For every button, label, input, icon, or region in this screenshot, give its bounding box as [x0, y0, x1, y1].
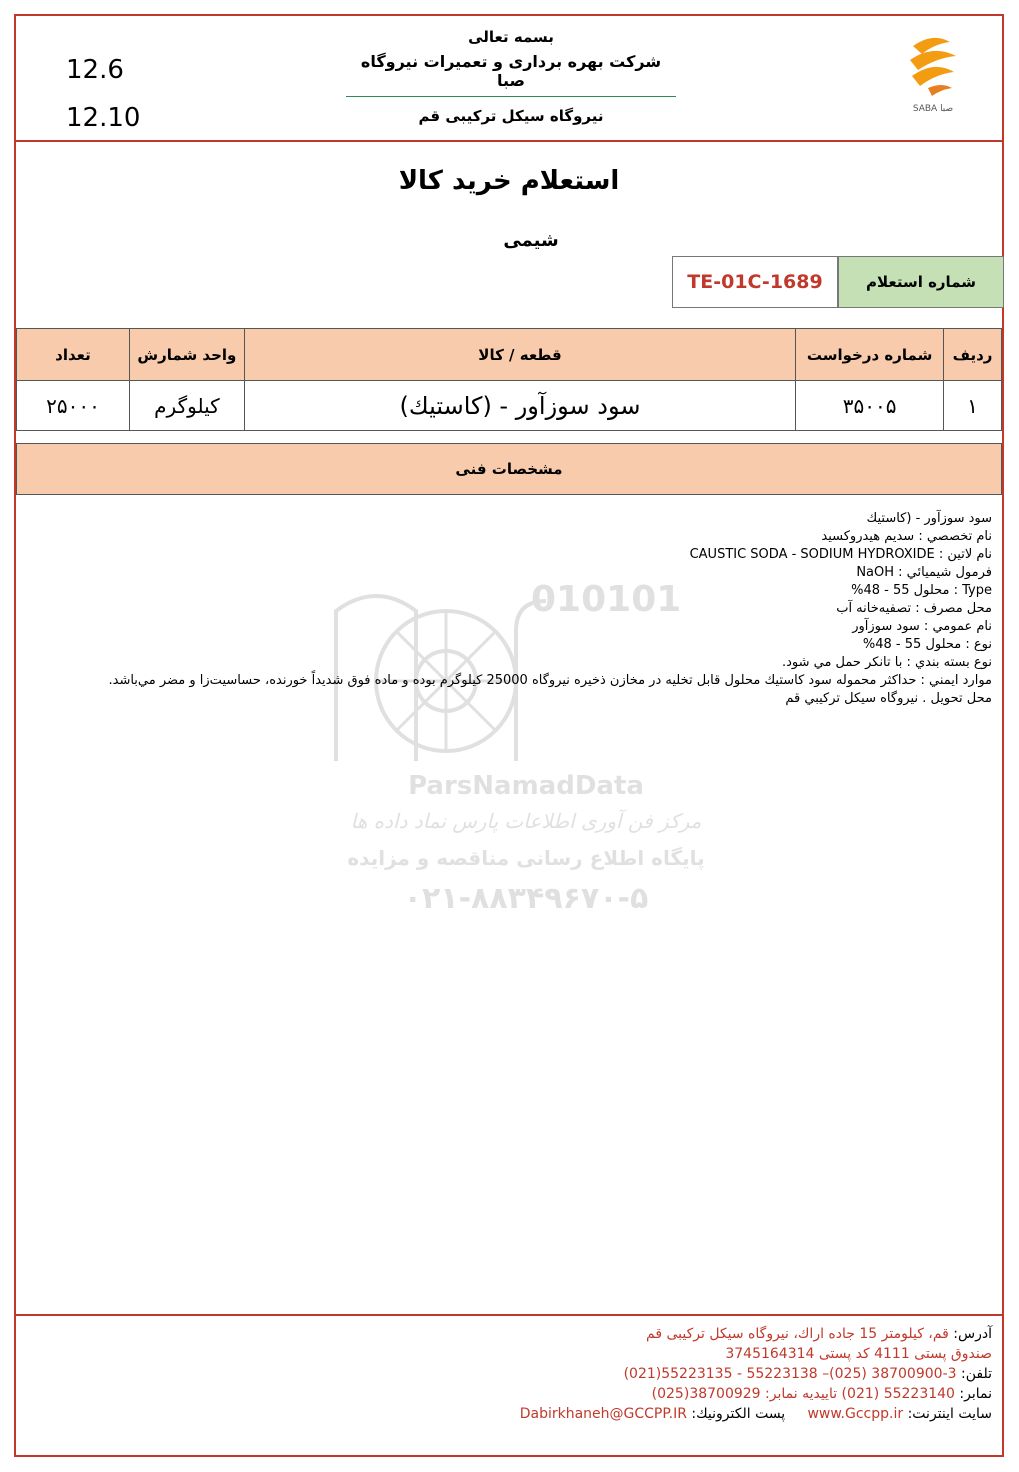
cell-request-number: ۳۵۰۰۵	[796, 381, 944, 431]
cell-unit: کیلوگرم	[129, 381, 244, 431]
spec-line: محل مصرف : تصفيه‌خانه آب	[836, 601, 992, 616]
spec-line: محل تحويل . نيروگاه سيكل تركيبي قم	[785, 691, 992, 706]
number-top: 12.6	[66, 55, 124, 85]
specs-heading: مشخصات فنی	[16, 443, 1002, 495]
website-label: سایت اینترنت:	[907, 1406, 992, 1422]
spec-line: نوع بسته بندي : با تانكر حمل مي شود.	[781, 655, 992, 670]
email-label: پست الکترونیك:	[691, 1406, 786, 1422]
footer-pobox: صندوق پستی 4111 کد پستی 3745164314	[725, 1346, 992, 1362]
phone-value: 3-38700900 (025)– 55223138 - 55223135(021)	[623, 1366, 957, 1382]
spec-line: فرمول شيميائي : NaOH	[856, 565, 992, 580]
header-row-number: ردیف	[944, 329, 1002, 381]
corner-numbers	[66, 46, 140, 142]
page-frame	[14, 14, 1004, 1457]
saba-logo-icon	[898, 28, 968, 98]
spec-line: نام لاتين : CAUSTIC SODA - SODIUM HYDROXIDE	[689, 547, 992, 562]
watermark-digits: 010101	[531, 579, 682, 620]
header-request-number: شماره درخواست	[796, 329, 944, 381]
cell-row-number: ۱	[944, 381, 1002, 431]
document-title: استعلام خرید کالا	[398, 166, 620, 196]
footer-address-line	[432, 1324, 992, 1344]
spec-line: Type : محلول 55 - 48%	[851, 583, 992, 598]
address-label: آدرس:	[953, 1326, 992, 1342]
website-link[interactable]: www.Gccpp.ir	[807, 1406, 904, 1422]
fax-label: نمابر:	[959, 1386, 992, 1402]
header-quantity: تعداد	[17, 329, 130, 381]
letterhead	[16, 16, 1002, 142]
spec-line: نوع : محلول 55 - 48%	[862, 637, 992, 652]
logo-text: SABA صبا	[912, 104, 954, 114]
watermark-line1: مرکز فن آوری اطلاعات پارس نماد داده ها	[350, 809, 702, 833]
footer-phone-line	[432, 1364, 992, 1384]
bismillah-line: بسمه تعالی	[468, 28, 554, 46]
footer-contact	[432, 1324, 992, 1424]
header-unit: واحد شمارش	[129, 329, 244, 381]
spec-line: نام عمومي : سود سوزآور	[852, 619, 992, 634]
table-row	[17, 381, 1002, 431]
watermark-line2: پایگاه اطلاع رسانی مناقصه و مزایده	[347, 846, 705, 870]
watermark-phone: ۰۲۱-۸۸۳۴۹۶۷۰-۵	[403, 881, 649, 916]
table-header-row	[17, 329, 1002, 381]
number-bottom: 12.10	[66, 103, 141, 133]
technical-specs	[92, 510, 992, 708]
cell-quantity: ۲۵۰۰۰	[17, 381, 130, 431]
spec-line: سود سوزآور - (کاستيك	[866, 511, 992, 526]
saba-logo	[878, 28, 988, 128]
company-heading	[346, 28, 676, 125]
items-table	[16, 328, 1002, 431]
spec-line: موارد ايمني : حداكثر محموله سود كاستيك محلول قابل تخليه در مخازن ذخيره نيروگاه 25000 كيلوگرم بوده و ماده فوق شديداً خورنده، حساسيت‌زا و مضر مي‌باشد.	[108, 673, 992, 688]
footer-web-line	[432, 1404, 992, 1424]
header-item: قطعه / کالا	[244, 329, 795, 381]
address-value: قم، کیلومتر 15 جاده اراك، نیروگاه سیکل ترکیبی قم	[646, 1326, 949, 1342]
inquiry-number-value: TE-01C-1689	[672, 256, 838, 308]
document-subtitle: شیمی	[503, 230, 559, 251]
company-name: شرکت بهره برداری و تعمیرات نیروگاه صبا	[346, 52, 676, 97]
footer-fax-line	[432, 1384, 992, 1404]
plant-name: نیروگاه سیکل ترکیبی قم	[418, 107, 604, 125]
watermark-brand: ParsNamadData	[408, 771, 644, 801]
inquiry-number-label: شماره استعلام	[838, 256, 1004, 308]
email-link[interactable]: Dabirkhaneh@GCCPP.IR	[519, 1406, 687, 1422]
spec-line: نام تخصصي : سديم هيدروكسيد	[821, 529, 992, 544]
fax-value: 55223140 (021) تاییدیه نمابر: 38700929(025)	[651, 1386, 955, 1402]
footer	[16, 1314, 1002, 1455]
cell-item: سود سوزآور - (کاستیك)	[244, 381, 795, 431]
phone-label: تلفن:	[961, 1366, 992, 1382]
